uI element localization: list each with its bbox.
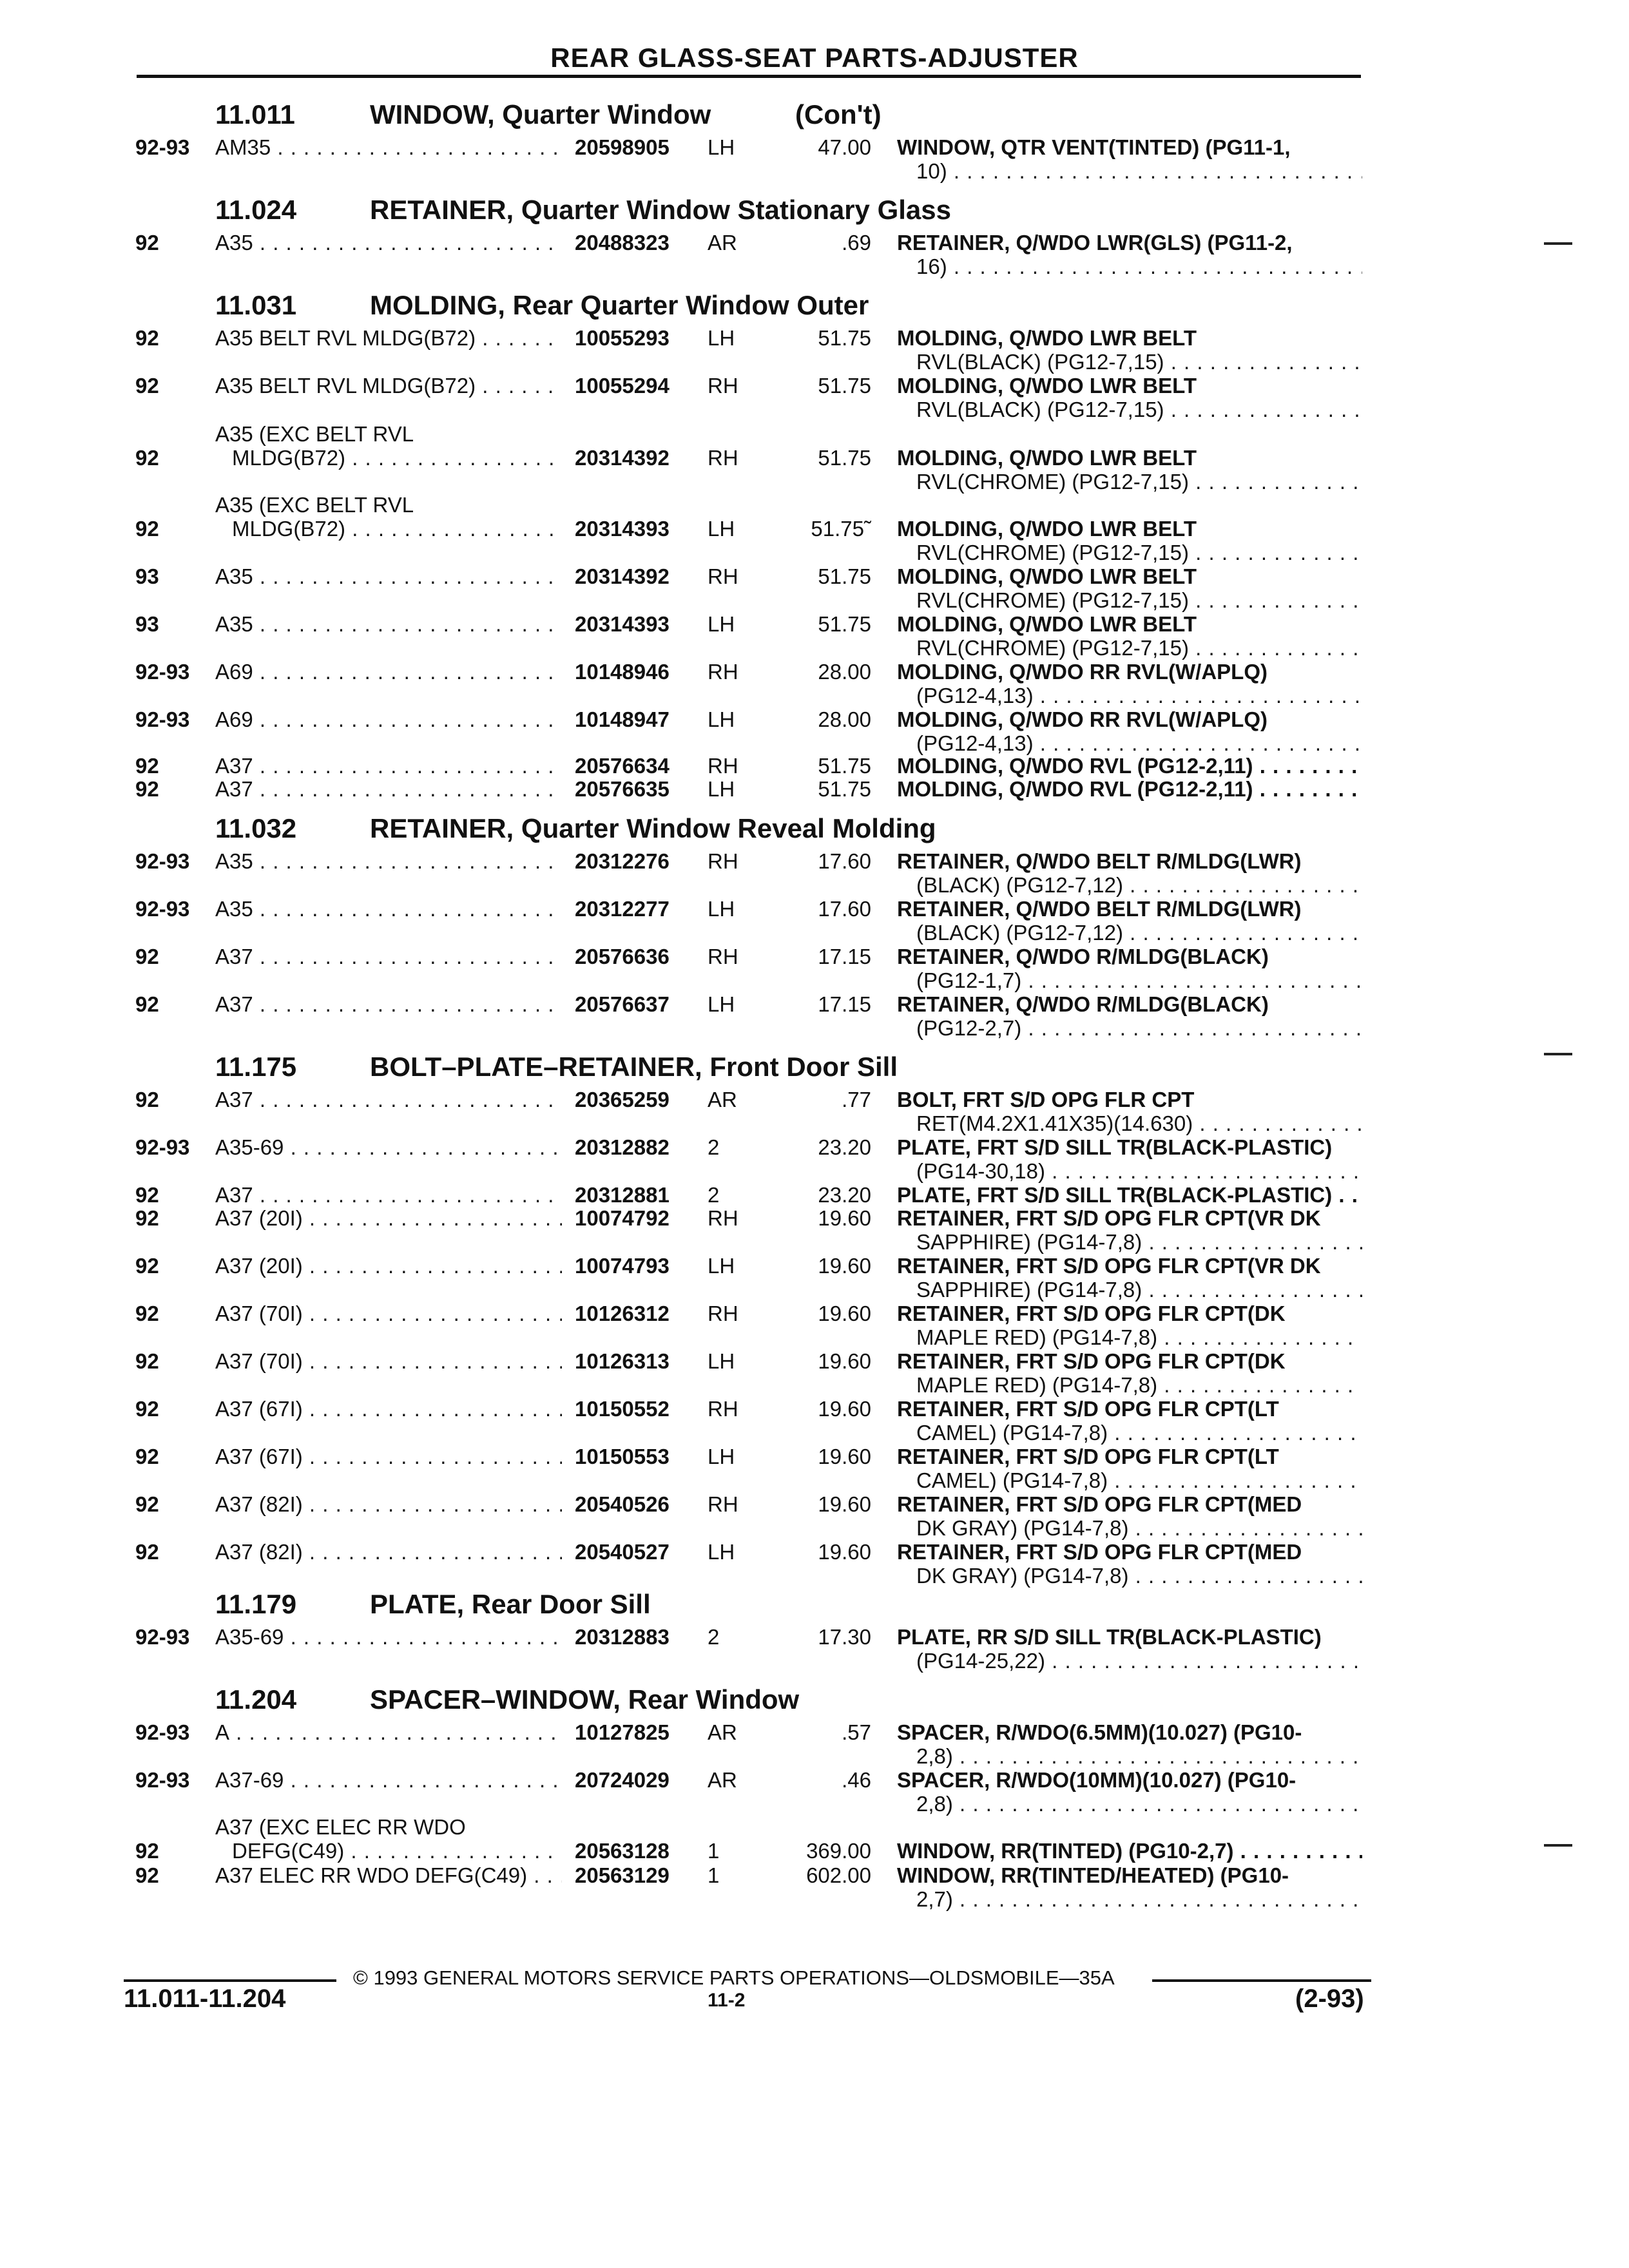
model-year: 92 <box>135 446 159 470</box>
description-cont: (PG14-30,18) . . . <box>897 1159 1362 1183</box>
description-cont: SAPPHIRE) (PG14-7,8) . . . <box>897 1230 1362 1254</box>
model-year: 93 <box>135 612 159 636</box>
description: MOLDING, Q/WDO LWR BELT <box>897 517 1197 541</box>
description-cont: CAMEL) (PG14-7,8) . . . <box>897 1421 1362 1445</box>
model-year: 92 <box>135 1839 159 1863</box>
price: 602.00 <box>806 1863 871 1887</box>
part-number: 20314393 <box>575 612 670 636</box>
quantity: RH <box>708 945 738 968</box>
model-year: 92 <box>135 231 159 255</box>
price: 17.15 <box>818 945 871 968</box>
quantity: LH <box>708 612 735 636</box>
quantity: LH <box>708 1254 735 1278</box>
part-number: 10127825 <box>575 1720 670 1744</box>
description: MOLDING, Q/WDO LWR BELT <box>897 326 1197 350</box>
quantity: LH <box>708 517 735 541</box>
description: RETAINER, FRT S/D OPG FLR CPT(VR DK <box>897 1206 1321 1230</box>
description-cont: MAPLE RED) (PG14-7,8) . . . <box>897 1325 1362 1349</box>
model-application: A37 . . . <box>215 777 562 801</box>
description: MOLDING, Q/WDO RR RVL(W/APLQ) <box>897 660 1268 684</box>
quantity: RH <box>708 1397 738 1421</box>
footer-revision-date: (2-93) <box>1295 1984 1364 2013</box>
model-year: 92 <box>135 1349 159 1373</box>
model-year: 92 <box>135 945 159 968</box>
margin-mark <box>1544 1053 1572 1055</box>
part-number: 20598905 <box>575 135 670 159</box>
quantity: LH <box>708 1445 735 1468</box>
description-cont: RVL(CHROME) (PG12-7,15) . . . <box>897 541 1362 564</box>
model-year: 92-93 <box>135 1135 190 1159</box>
part-number: 20365259 <box>575 1088 670 1111</box>
price: 19.60 <box>818 1254 871 1278</box>
description: RETAINER, Q/WDO BELT R/MLDG(LWR) <box>897 897 1302 921</box>
description: WINDOW, QTR VENT(TINTED) (PG11-1, <box>897 135 1291 159</box>
part-number: 20314392 <box>575 564 670 588</box>
footer-page-number: 11-2 <box>708 1990 746 2011</box>
description: WINDOW, RR(TINTED/HEATED) (PG10- <box>897 1863 1289 1887</box>
quantity: LH <box>708 135 735 159</box>
price: 47.00 <box>818 135 871 159</box>
price: 19.60 <box>818 1540 871 1564</box>
model-application: A37 (20I) . . . <box>215 1254 562 1278</box>
quantity: RH <box>708 660 738 684</box>
part-number: 20314392 <box>575 446 670 470</box>
quantity: RH <box>708 849 738 873</box>
price: 28.00 <box>818 660 871 684</box>
quantity: 2 <box>708 1625 720 1649</box>
description-cont: RVL(BLACK) (PG12-7,15) . . . <box>897 350 1362 374</box>
footer-copyright: © 1993 GENERAL MOTORS SERVICE PARTS OPERATIONS—OLDSMOBILE—35A <box>353 1966 1115 1989</box>
description: RETAINER, Q/WDO R/MLDG(BLACK) <box>897 992 1269 1016</box>
model-year: 92 <box>135 1445 159 1468</box>
price: 51.75˜ <box>811 517 871 541</box>
model-year: 92-93 <box>135 849 190 873</box>
description-cont: (BLACK) (PG12-7,12) . . . <box>897 873 1362 897</box>
model-year: 93 <box>135 564 159 588</box>
part-number: 20314393 <box>575 517 670 541</box>
model-application: A37 (67I) . . . <box>215 1397 562 1421</box>
description: RETAINER, Q/WDO R/MLDG(BLACK) <box>897 945 1269 968</box>
part-number: 10074792 <box>575 1206 670 1230</box>
quantity: RH <box>708 1492 738 1516</box>
model-application: A37 . . . <box>215 754 562 778</box>
model-year: 92 <box>135 1088 159 1111</box>
model-application: A37 . . . <box>215 1088 562 1111</box>
quantity: AR <box>708 1720 737 1744</box>
part-number: 20312883 <box>575 1625 670 1649</box>
part-number: 20488323 <box>575 231 670 255</box>
part-number: 20312277 <box>575 897 670 921</box>
description-cont: RVL(CHROME) (PG12-7,15) . . . <box>897 588 1362 612</box>
model-application: A37 . . . <box>215 992 562 1016</box>
model-application: A69 . . . <box>215 707 562 731</box>
model-application-cont: DEFG(C49) . . . <box>232 1839 562 1863</box>
description-cont: CAMEL) (PG14-7,8) . . . <box>897 1468 1362 1492</box>
description: SPACER, R/WDO(6.5MM)(10.027) (PG10- <box>897 1720 1302 1744</box>
description: RETAINER, FRT S/D OPG FLR CPT(MED <box>897 1492 1302 1516</box>
price: .77 <box>842 1088 871 1111</box>
model-application: A37 (70I) . . . <box>215 1349 562 1373</box>
model-year: 92 <box>135 1397 159 1421</box>
model-year: 92-93 <box>135 707 190 731</box>
section-name: PLATE, Rear Door Sill <box>370 1589 651 1619</box>
price: 19.60 <box>818 1492 871 1516</box>
margin-mark <box>1544 1844 1572 1847</box>
section-code: 11.024 <box>215 195 297 225</box>
price: 19.60 <box>818 1397 871 1421</box>
part-number: 10150552 <box>575 1397 670 1421</box>
model-application: A35 (EXC BELT RVL <box>215 493 414 517</box>
price: 51.75 <box>818 754 871 778</box>
part-number: 10074793 <box>575 1254 670 1278</box>
part-number: 20563129 <box>575 1863 670 1887</box>
part-number: 10055293 <box>575 326 670 350</box>
model-year: 92-93 <box>135 897 190 921</box>
model-year: 92-93 <box>135 1768 190 1792</box>
description: BOLT, FRT S/D OPG FLR CPT <box>897 1088 1195 1111</box>
quantity: 2 <box>708 1135 720 1159</box>
model-application: A37 ELEC RR WDO DEFG(C49) . . . <box>215 1863 562 1887</box>
model-year: 92 <box>135 1302 159 1325</box>
part-number: 20576636 <box>575 945 670 968</box>
model-application: A37 (20I) . . . <box>215 1206 562 1230</box>
price: 51.75 <box>818 374 871 398</box>
quantity: 1 <box>708 1839 720 1863</box>
price: 17.60 <box>818 849 871 873</box>
model-application: A35 BELT RVL MLDG(B72) . . . <box>215 326 562 350</box>
description-cont: (PG12-1,7) . . . <box>897 968 1362 992</box>
quantity: AR <box>708 1088 737 1111</box>
footer-rule <box>1152 1979 1371 1982</box>
model-application: A35 . . . <box>215 564 562 588</box>
quantity: LH <box>708 1540 735 1564</box>
description-cont: 16) . . . <box>897 255 1362 278</box>
part-number: 20576634 <box>575 754 670 778</box>
model-application: A37 (82I) . . . <box>215 1540 562 1564</box>
model-application: A35 . . . <box>215 897 562 921</box>
footer-rule <box>124 1979 336 1982</box>
description-cont: 2,8) . . . <box>897 1792 1362 1816</box>
model-application: A35 . . . <box>215 231 562 255</box>
model-application: A37-69 . . . <box>215 1768 562 1792</box>
page-title: REAR GLASS-SEAT PARTS-ADJUSTER <box>550 43 1079 73</box>
section-code: 11.011 <box>215 99 295 130</box>
quantity: RH <box>708 446 738 470</box>
section-name: MOLDING, Rear Quarter Window Outer <box>370 290 869 320</box>
price: 28.00 <box>818 707 871 731</box>
model-year: 92 <box>135 1540 159 1564</box>
section-name: RETAINER, Quarter Window Stationary Glass <box>370 195 951 225</box>
model-year: 92 <box>135 517 159 541</box>
part-number: 20563128 <box>575 1839 670 1863</box>
price: 51.75 <box>818 612 871 636</box>
model-year: 92 <box>135 1254 159 1278</box>
description-cont: RVL(BLACK) (PG12-7,15) . . . <box>897 398 1362 421</box>
quantity: LH <box>708 707 735 731</box>
price: 51.75 <box>818 777 871 801</box>
price: 19.60 <box>818 1302 871 1325</box>
section-name: SPACER–WINDOW, Rear Window <box>370 1684 800 1715</box>
price: 19.60 <box>818 1206 871 1230</box>
section-name: BOLT–PLATE–RETAINER, Front Door Sill <box>370 1052 898 1082</box>
model-year: 92-93 <box>135 1625 190 1649</box>
description-cont: MAPLE RED) (PG14-7,8) . . . <box>897 1373 1362 1397</box>
price: .69 <box>842 231 871 255</box>
model-year: 92-93 <box>135 660 190 684</box>
description-cont: RVL(CHROME) (PG12-7,15) . . . <box>897 636 1362 660</box>
price: 19.60 <box>818 1445 871 1468</box>
price: 51.75 <box>818 446 871 470</box>
model-year: 92-93 <box>135 1720 190 1744</box>
price: 23.20 <box>818 1183 871 1207</box>
part-number: 10148947 <box>575 707 670 731</box>
description-cont: (PG14-25,22) . . . <box>897 1649 1362 1673</box>
part-number: 20540526 <box>575 1492 670 1516</box>
margin-mark <box>1544 242 1572 245</box>
description-cont: DK GRAY) (PG14-7,8) . . . <box>897 1516 1362 1540</box>
price: 17.15 <box>818 992 871 1016</box>
description: SPACER, R/WDO(10MM)(10.027) (PG10- <box>897 1768 1296 1792</box>
description: RETAINER, FRT S/D OPG FLR CPT(LT <box>897 1397 1279 1421</box>
footer-section-range: 11.011-11.204 <box>124 1984 286 2013</box>
description: MOLDING, Q/WDO LWR BELT <box>897 446 1197 470</box>
description-cont: RET(M4.2X1.41X35)(14.630) . . . <box>897 1111 1362 1135</box>
quantity: 1 <box>708 1863 720 1887</box>
section-code: 11.179 <box>215 1589 297 1619</box>
description: MOLDING, Q/WDO LWR BELT <box>897 564 1197 588</box>
part-number: 20540527 <box>575 1540 670 1564</box>
price: 17.30 <box>818 1625 871 1649</box>
part-number: 10148946 <box>575 660 670 684</box>
model-application: A37 (67I) . . . <box>215 1445 562 1468</box>
model-year: 92-93 <box>135 135 190 159</box>
section-code: 11.031 <box>215 290 297 320</box>
model-year: 92 <box>135 777 159 801</box>
model-application-cont: MLDG(B72) . . . <box>232 446 562 470</box>
model-application: A69 . . . <box>215 660 562 684</box>
quantity: LH <box>708 1349 735 1373</box>
description: PLATE, RR S/D SILL TR(BLACK-PLASTIC) <box>897 1625 1322 1649</box>
description: MOLDING, Q/WDO RVL (PG12-2,11) . . . <box>897 777 1362 801</box>
part-number: 10055294 <box>575 374 670 398</box>
description: WINDOW, RR(TINTED) (PG10-2,7) . . . <box>897 1839 1362 1863</box>
quantity: 2 <box>708 1183 720 1207</box>
section-code: 11.032 <box>215 813 297 843</box>
quantity: RH <box>708 1206 738 1230</box>
description: RETAINER, Q/WDO BELT R/MLDG(LWR) <box>897 849 1302 873</box>
model-application: A35 . . . <box>215 849 562 873</box>
description: MOLDING, Q/WDO RVL (PG12-2,11) . . . <box>897 754 1362 778</box>
part-number: 10150553 <box>575 1445 670 1468</box>
part-number: 20312276 <box>575 849 670 873</box>
model-year: 92 <box>135 326 159 350</box>
section-code: 11.204 <box>215 1684 297 1715</box>
description-cont: RVL(CHROME) (PG12-7,15) . . . <box>897 470 1362 494</box>
price: 51.75 <box>818 326 871 350</box>
quantity: AR <box>708 231 737 255</box>
part-number: 20312881 <box>575 1183 670 1207</box>
description: PLATE, FRT S/D SILL TR(BLACK-PLASTIC) . . . <box>897 1183 1362 1207</box>
model-year: 92 <box>135 1863 159 1887</box>
description: RETAINER, Q/WDO LWR(GLS) (PG11-2, <box>897 231 1293 255</box>
model-application: AM35 . . . <box>215 135 562 159</box>
model-application: A37 . . . <box>215 945 562 968</box>
model-year: 92 <box>135 1492 159 1516</box>
model-application: A35-69 . . . <box>215 1135 562 1159</box>
description: RETAINER, FRT S/D OPG FLR CPT(MED <box>897 1540 1302 1564</box>
part-number: 10126313 <box>575 1349 670 1373</box>
description: RETAINER, FRT S/D OPG FLR CPT(VR DK <box>897 1254 1321 1278</box>
section-name: RETAINER, Quarter Window Reveal Molding <box>370 813 936 843</box>
model-application: A35 BELT RVL MLDG(B72) . . . <box>215 374 562 398</box>
price: 23.20 <box>818 1135 871 1159</box>
description: MOLDING, Q/WDO LWR BELT <box>897 612 1197 636</box>
model-application-cont: MLDG(B72) . . . <box>232 517 562 541</box>
quantity: AR <box>708 1768 737 1792</box>
quantity: LH <box>708 897 735 921</box>
description-cont: 2,7) . . . <box>897 1887 1362 1911</box>
quantity: RH <box>708 374 738 398</box>
section-continued: (Con't) <box>795 99 882 130</box>
title-rule <box>137 75 1361 78</box>
description-cont: SAPPHIRE) (PG14-7,8) . . . <box>897 1278 1362 1302</box>
description-cont: (PG12-2,7) . . . <box>897 1016 1362 1040</box>
quantity: RH <box>708 1302 738 1325</box>
model-year: 92 <box>135 1206 159 1230</box>
quantity: RH <box>708 754 738 778</box>
price: .46 <box>842 1768 871 1792</box>
price: 369.00 <box>806 1839 871 1863</box>
model-application: A35 . . . <box>215 612 562 636</box>
model-application: A35 (EXC BELT RVL <box>215 422 414 446</box>
part-number: 20576637 <box>575 992 670 1016</box>
quantity: RH <box>708 564 738 588</box>
part-number: 20576635 <box>575 777 670 801</box>
part-number: 10126312 <box>575 1302 670 1325</box>
description-cont: (PG12-4,13) . . . <box>897 731 1362 755</box>
price: 51.75 <box>818 564 871 588</box>
model-application: A37 . . . <box>215 1183 562 1207</box>
section-name: WINDOW, Quarter Window <box>370 99 711 130</box>
quantity: LH <box>708 992 735 1016</box>
description-cont: DK GRAY) (PG14-7,8) . . . <box>897 1564 1362 1588</box>
description-cont: 10) . . . <box>897 159 1362 183</box>
part-number: 20724029 <box>575 1768 670 1792</box>
description-cont: 2,8) . . . <box>897 1744 1362 1768</box>
model-application: A35-69 . . . <box>215 1625 562 1649</box>
description: PLATE, FRT S/D SILL TR(BLACK-PLASTIC) <box>897 1135 1333 1159</box>
model-year: 92 <box>135 374 159 398</box>
price: 17.60 <box>818 897 871 921</box>
model-application: A . . . <box>215 1720 562 1744</box>
quantity: LH <box>708 326 735 350</box>
part-number: 20312882 <box>575 1135 670 1159</box>
description: RETAINER, FRT S/D OPG FLR CPT(LT <box>897 1445 1279 1468</box>
model-application: A37 (82I) . . . <box>215 1492 562 1516</box>
model-year: 92 <box>135 992 159 1016</box>
model-year: 92 <box>135 754 159 778</box>
description: MOLDING, Q/WDO RR RVL(W/APLQ) <box>897 707 1268 731</box>
price: 19.60 <box>818 1349 871 1373</box>
model-application: A37 (70I) . . . <box>215 1302 562 1325</box>
description-cont: (BLACK) (PG12-7,12) . . . <box>897 921 1362 945</box>
model-year: 92 <box>135 1183 159 1207</box>
model-application: A37 (EXC ELEC RR WDO <box>215 1815 466 1839</box>
description: RETAINER, FRT S/D OPG FLR CPT(DK <box>897 1302 1286 1325</box>
quantity: LH <box>708 777 735 801</box>
description: MOLDING, Q/WDO LWR BELT <box>897 374 1197 398</box>
price: .57 <box>842 1720 871 1744</box>
section-code: 11.175 <box>215 1052 297 1082</box>
description: RETAINER, FRT S/D OPG FLR CPT(DK <box>897 1349 1286 1373</box>
description-cont: (PG12-4,13) . . . <box>897 684 1362 707</box>
